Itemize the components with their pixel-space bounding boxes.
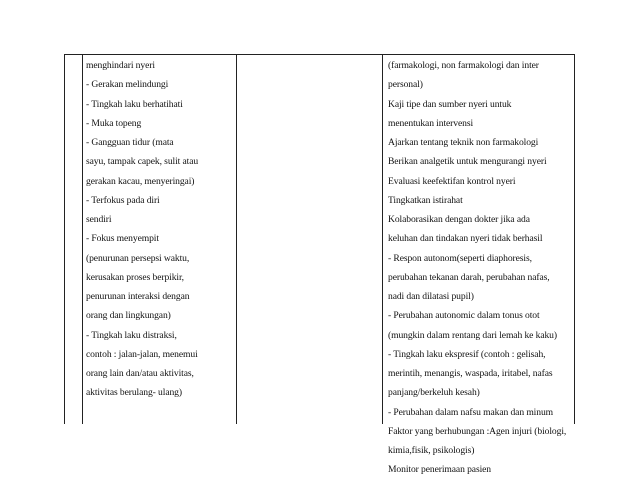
text-line: perubahan tekanan darah, perubahan nafas, — [388, 271, 550, 283]
text-line: Tingkatkan istirahat — [388, 194, 463, 206]
text-line: Faktor yang berhubungan :Agen injuri (biologi, — [388, 425, 567, 437]
left-column-cell — [86, 56, 232, 403]
text-line: (penurunan persepsi waktu, — [86, 252, 190, 264]
text-line: Kolaborasikan dengan dokter jika ada — [388, 214, 530, 225]
text-line: menentukan intervensi — [388, 117, 474, 129]
text-line: - Gangguan tidur (mata — [86, 137, 174, 148]
text-line: gerakan kacau, menyeringai) — [86, 175, 195, 187]
text-line: Evaluasi keefektifan kontrol nyeri — [388, 175, 516, 187]
text-line: menghindari nyeri — [86, 60, 155, 71]
text-line: sayu, tampak capek, sulit atau — [86, 156, 199, 168]
text-line: Kaji tipe dan sumber nyeri untuk — [388, 98, 512, 110]
text-line: Ajarkan tentang teknik non farmakologi — [388, 137, 539, 148]
text-line: - Perubahan dalam nafsu makan dan minum — [388, 406, 554, 418]
text-line: kerusakan proses berpikir, — [86, 271, 184, 283]
column-divider — [382, 54, 383, 424]
text-line: - Terfokus pada diri — [86, 194, 160, 206]
right-column-cell — [388, 56, 570, 480]
text-line: - Gerakan melindungi — [86, 79, 169, 91]
text-line: nadi dan dilatasi pupil) — [388, 291, 474, 302]
text-line: - Fokus menyempit — [86, 233, 159, 245]
text-line: Monitor penerimaan pasien — [388, 464, 491, 476]
text-line: orang dan lingkungan) — [86, 310, 171, 322]
text-line: contoh : jalan-jalan, menemui — [86, 348, 198, 360]
text-line: (farmakologi, non farmakologi dan inter — [388, 60, 539, 71]
column-divider — [236, 54, 237, 424]
text-line: - Respon autonom(seperti diaphoresis, — [388, 252, 532, 264]
text-line: - Perubahan autonomic dalam tonus otot — [388, 310, 540, 322]
text-line: merintih, menangis, waspada, iritabel, nafas — [388, 368, 553, 379]
text-line: panjang/berkeluh kesah) — [388, 387, 480, 399]
column-divider — [82, 54, 83, 424]
text-line: personal) — [388, 79, 423, 91]
text-line: - Muka topeng — [86, 117, 142, 129]
text-line: sendiri — [86, 214, 112, 225]
text-line: penurunan interaksi dengan — [86, 291, 190, 302]
text-line: - Tingkah laku ekspresif (contoh : gelisah, — [388, 348, 546, 360]
text-line: aktivitas berulang- ulang) — [86, 387, 182, 399]
text-line: kimia,fisik, psikologis) — [388, 445, 475, 456]
text-line: - Tingkah laku berhatihati — [86, 98, 183, 110]
text-line: Berikan analgetik untuk mengurangi nyeri — [388, 156, 547, 168]
text-line: keluhan dan tindakan nyeri tidak berhasil — [388, 233, 543, 245]
text-line: - Tingkah laku distraksi, — [86, 329, 177, 341]
text-line: orang lain dan/atau aktivitas, — [86, 368, 194, 379]
text-line: (mungkin dalam rentang dari lemah ke kaku) — [388, 329, 557, 341]
